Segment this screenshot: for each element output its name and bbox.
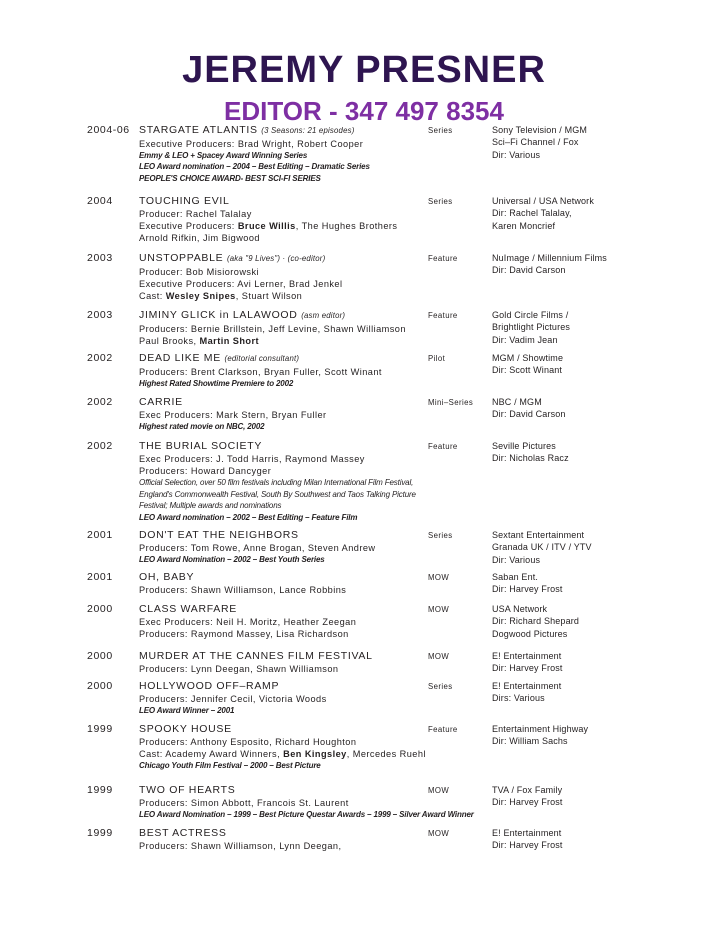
credit-line-text: Executive Producers: Brad Wright, Robert Cooper (139, 138, 364, 149)
credit-title (139, 723, 424, 736)
credit-studio (492, 252, 607, 277)
credit-line-text: Exec Producers: Neil H. Moritz, Heather Zeegan (139, 616, 357, 627)
credit-year: 2001 (87, 529, 113, 541)
credit-studio-line: E! Entertainment (492, 828, 562, 838)
credit-title-note: (asm editor) (301, 311, 346, 320)
credit-year: 2003 (87, 252, 113, 264)
credit-year: 2002 (87, 440, 113, 452)
credit-award-note: LEO Award nomination – 2004 – Best Editing – Dramatic Series (139, 162, 370, 172)
credit-studio (492, 396, 566, 421)
credit-type: Feature (428, 254, 458, 263)
credit-line-text: Producers: Brent Clarkson, Bryan Fuller, Scott Winant (139, 366, 382, 377)
credit-studio-line: Sony Television / MGM (492, 125, 588, 135)
credit-type: MOW (428, 573, 450, 582)
credit-type: Series (428, 126, 453, 135)
credit-studio (492, 124, 587, 161)
resume-name: JEREMY PRESNER (182, 49, 546, 91)
credit-title (139, 195, 424, 208)
credit-line (139, 465, 424, 477)
credit-title (139, 827, 424, 840)
credit-title-text: HOLLYWOOD OFF–RAMP (139, 680, 280, 692)
credit-award-note: LEO Award Winner – 2001 (139, 705, 235, 715)
credit-studio-line: Dirs: Various (492, 693, 545, 704)
credit-line (139, 840, 424, 852)
credit-year: 2002 (87, 352, 113, 364)
credit-title (139, 352, 424, 366)
credit-year: 2000 (87, 680, 113, 692)
credit-body (139, 195, 424, 245)
credit-line (139, 290, 424, 302)
credit-studio (492, 723, 588, 748)
credit-body (139, 396, 424, 432)
credit-line (139, 335, 424, 347)
credit-body (139, 603, 424, 640)
credit-studio-line: Dir: Harvey Frost (492, 663, 563, 674)
credit-body (139, 124, 424, 184)
credit-title (139, 571, 424, 584)
credit-type: Feature (428, 725, 458, 734)
credit-line (139, 542, 424, 554)
resume-title: EDITOR - 347 497 8354 (224, 96, 504, 126)
credit-title-note: (3 Seasons: 21 episodes) (261, 126, 355, 135)
credit-title-text: MURDER AT THE CANNES FILM FESTIVAL (139, 650, 373, 662)
credit-year: 2004 (87, 195, 113, 207)
credit-body (139, 723, 424, 772)
credit-title-text: JIMINY GLICK in LALAWOOD (139, 309, 298, 321)
credit-line (139, 220, 424, 232)
credit-body (139, 529, 424, 565)
credit-title-text: DEAD LIKE ME (139, 352, 221, 364)
credit-line-text: , The Hughes Brothers (295, 220, 398, 231)
credit-line-text: Producers: Raymond Massey, Lisa Richardson (139, 628, 349, 639)
credit-line-text: Producers: Howard Dancyger (139, 465, 272, 476)
credit-line-text: Producer: Rachel Talalay (139, 208, 252, 219)
credit-award-note: LEO Award Nomination – 1999 – Best Picture Questar Awards – 1999 – Silver Award Winner (139, 809, 474, 819)
credit-studio-line: USA Network (492, 604, 548, 614)
credit-studio-line: Dir: Vadim Jean (492, 334, 558, 345)
credit-studio-line: Universal / USA Network (492, 196, 594, 206)
credit-line-text: Cast: Academy Award Winners, (139, 748, 284, 759)
credit-type: MOW (428, 786, 450, 795)
credit-line (139, 278, 424, 290)
credit-line (139, 584, 424, 596)
credit-title-text: TOUCHING EVIL (139, 195, 230, 207)
credit-line (139, 663, 424, 675)
credit-studio-line: Gold Circle Films / (492, 310, 569, 320)
credit-studio-line: NuImage / Millennium Films (492, 253, 607, 263)
credit-highlight-name: Martin Short (199, 335, 260, 346)
credit-line-text: Producer: Bob Misiorowski (139, 266, 260, 277)
credit-line-text: Producers: Tom Rowe, Anne Brogan, Steven Andrew (139, 542, 376, 553)
credit-title-note: (aka "9 Lives") · (co-editor) (226, 254, 326, 263)
credit-line-text: Paul Brooks, (139, 335, 200, 346)
credit-line-text: Cast: (139, 291, 166, 302)
credit-year: 1999 (87, 827, 113, 839)
credit-studio-line: Dir: Harvey Frost (492, 584, 563, 595)
credit-body (139, 680, 424, 716)
credit-title (139, 603, 424, 616)
credit-title-text: CLASS WARFARE (139, 603, 237, 615)
credit-line (139, 366, 424, 378)
credit-award-note: LEO Award nomination – 2002 – Best Editing – Feature Film (139, 512, 358, 522)
credit-title-text: UNSTOPPABLE (139, 252, 224, 264)
credit-award-note: Highest rated movie on NBC, 2002 (139, 421, 265, 431)
credit-studio-line: NBC / MGM (492, 397, 542, 407)
credit-title (139, 650, 424, 663)
credit-studio (492, 603, 579, 640)
credit-type: Series (428, 682, 453, 691)
credit-studio (492, 784, 563, 809)
credit-line-text: Exec Producers: Mark Stern, Bryan Fuller (139, 409, 327, 420)
credit-type: Feature (428, 311, 458, 320)
credit-year: 1999 (87, 784, 113, 796)
credit-studio-line: Granada UK / ITV / YTV (492, 542, 592, 553)
credit-award-note: Festival; Multiple awards and nominations (139, 501, 282, 511)
credit-body (139, 571, 424, 596)
credit-studio-line: Sci–Fi Channel / Fox (492, 137, 579, 148)
credit-studio (492, 571, 563, 596)
credit-line-text: Producers: Shawn Williamson, Lance Robbins (139, 584, 347, 595)
credit-highlight-name: Bruce Willis (237, 220, 296, 231)
credit-studio-line: Karen Moncrief (492, 220, 556, 231)
credit-studio-line: Dir: Scott Winant (492, 365, 563, 376)
credit-studio (492, 195, 594, 232)
credit-studio-line: Dir: Rachel Talalay, (492, 208, 572, 219)
credit-type: Pilot (428, 354, 446, 363)
credit-studio-line: E! Entertainment (492, 651, 562, 661)
credit-studio-line: Dogwood Pictures (492, 628, 568, 639)
credit-type: Mini–Series (428, 398, 474, 407)
credit-studio-line: Dir: Harvey Frost (492, 797, 563, 808)
credit-studio-line: Dir: Richard Shepard (492, 616, 580, 627)
credit-type: MOW (428, 829, 450, 838)
credit-title (139, 680, 424, 693)
credit-type: Series (428, 531, 453, 540)
credit-line (139, 693, 424, 705)
credit-title-note: (editorial consultant) (224, 354, 300, 363)
credit-title-text: OH, BABY (139, 571, 195, 583)
credit-year: 2000 (87, 603, 113, 615)
credit-studio-line: Dir: Various (492, 149, 541, 160)
credit-line (139, 628, 424, 640)
credit-type: Series (428, 197, 453, 206)
credit-body (139, 252, 424, 303)
credit-title (139, 440, 424, 453)
credit-title-text: SPOOKY HOUSE (139, 723, 232, 735)
credit-line (139, 208, 424, 220)
credit-year: 2003 (87, 309, 113, 321)
credit-studio (492, 680, 561, 705)
credit-title-text: CARRIE (139, 396, 183, 408)
credit-title (139, 309, 424, 323)
credit-title (139, 396, 424, 409)
credit-studio (492, 529, 592, 566)
credit-line-text: Producers: Lynn Deegan, Shawn Williamson (139, 663, 339, 674)
credit-studio-line: TVA / Fox Family (492, 785, 563, 795)
credit-line-text: Producers: Simon Abbott, Francois St. Laurent (139, 797, 349, 808)
credit-studio-line: Sextant Entertainment (492, 530, 585, 540)
credit-award-note: Chicago Youth Film Festival – 2000 – Best Picture (139, 761, 321, 771)
credit-award-note: Highest Rated Showtime Premiere to 2002 (139, 378, 294, 388)
credit-studio (492, 440, 569, 465)
credit-type: MOW (428, 652, 450, 661)
credit-title (139, 124, 424, 138)
credit-studio-line: Dir: David Carson (492, 265, 566, 276)
credit-line-text: Executive Producers: Avi Lerner, Brad Jenkel (139, 278, 343, 289)
credit-line-text: Arnold Rifkin, Jim Bigwood (139, 233, 260, 244)
credit-title-text: THE BURIAL SOCIETY (139, 440, 263, 452)
credit-title-text: STARGATE ATLANTIS (139, 124, 258, 136)
credit-line (139, 409, 424, 421)
credit-body (139, 440, 424, 523)
credit-body (139, 827, 424, 852)
credit-award-note: England's Commonwealth Festival, South By Southwest and Taos Talking Picture (139, 489, 416, 499)
credit-type: MOW (428, 605, 450, 614)
credit-studio (492, 309, 570, 346)
credit-body (139, 650, 424, 675)
credit-highlight-name: Wesley Snipes (165, 291, 236, 302)
credit-line-text: Exec Producers: J. Todd Harris, Raymond Massey (139, 453, 365, 464)
credit-studio-line: Saban Ent. (492, 572, 539, 582)
credit-body (139, 352, 424, 389)
credit-line (139, 748, 424, 760)
credit-award-note: LEO Award Nomination – 2002 – Best Youth Series (139, 554, 325, 564)
credit-type: Feature (428, 442, 458, 451)
credit-studio-line: Dir: William Sachs (492, 736, 568, 747)
credit-studio (492, 650, 563, 675)
credit-line (139, 266, 424, 278)
credit-studio-line: Dir: Nicholas Racz (492, 453, 569, 464)
credit-studio-line: MGM / Showtime (492, 353, 564, 363)
credit-title (139, 529, 424, 542)
credit-title (139, 784, 424, 797)
credit-year: 2000 (87, 650, 113, 662)
credit-studio-line: Brightlight Pictures (492, 322, 571, 333)
credit-year: 2002 (87, 396, 113, 408)
credit-line (139, 138, 424, 150)
credit-line (139, 323, 424, 335)
credit-line-text: Executive Producers: (139, 220, 238, 231)
credit-year: 2001 (87, 571, 113, 583)
credit-studio-line: Dir: David Carson (492, 409, 566, 420)
credit-body (139, 309, 424, 347)
credit-studio-line: Entertainment Highway (492, 724, 589, 734)
credit-year: 1999 (87, 723, 113, 735)
credit-title-text: TWO OF HEARTS (139, 784, 236, 796)
credit-line-text: Producers: Anthony Esposito, Richard Houghton (139, 736, 357, 747)
credit-line-text: , Mercedes Ruehl (346, 748, 426, 759)
credit-year: 2004-06 (87, 124, 130, 136)
credit-line-text: Producers: Jennifer Cecil, Victoria Woods (139, 693, 327, 704)
credit-studio (492, 352, 563, 377)
credit-studio-line: Dir: Harvey Frost (492, 840, 563, 851)
credit-title-text: DON'T EAT THE NEIGHBORS (139, 529, 299, 541)
credit-line (139, 453, 424, 465)
credit-line (139, 616, 424, 628)
credit-award-note: PEOPLE'S CHOICE AWARD- BEST SCI-FI SERIES (139, 173, 321, 183)
credit-highlight-name: Ben Kingsley (283, 748, 347, 759)
credit-line (139, 232, 424, 244)
credit-studio-line: Dir: Various (492, 554, 541, 565)
credit-line-text: , Stuart Wilson (235, 291, 303, 302)
credit-line-text: Producers: Bernie Brillstein, Jeff Levine, Shawn Williamson (139, 323, 406, 334)
credit-award-note: Official Selection, over 50 film festivals including Milan International Film Festival, (139, 478, 414, 488)
credit-studio-line: E! Entertainment (492, 681, 562, 691)
credit-title (139, 252, 424, 266)
credit-line (139, 797, 424, 809)
credit-studio-line: Seville Pictures (492, 441, 556, 451)
credit-title-text: BEST ACTRESS (139, 827, 227, 839)
credit-line-text: Producers: Shawn Williamson, Lynn Deegan, (139, 840, 342, 851)
credit-award-note: Emmy & LEO + Spacey Award Winning Series (139, 150, 308, 160)
credit-studio (492, 827, 563, 852)
credit-line (139, 736, 424, 748)
